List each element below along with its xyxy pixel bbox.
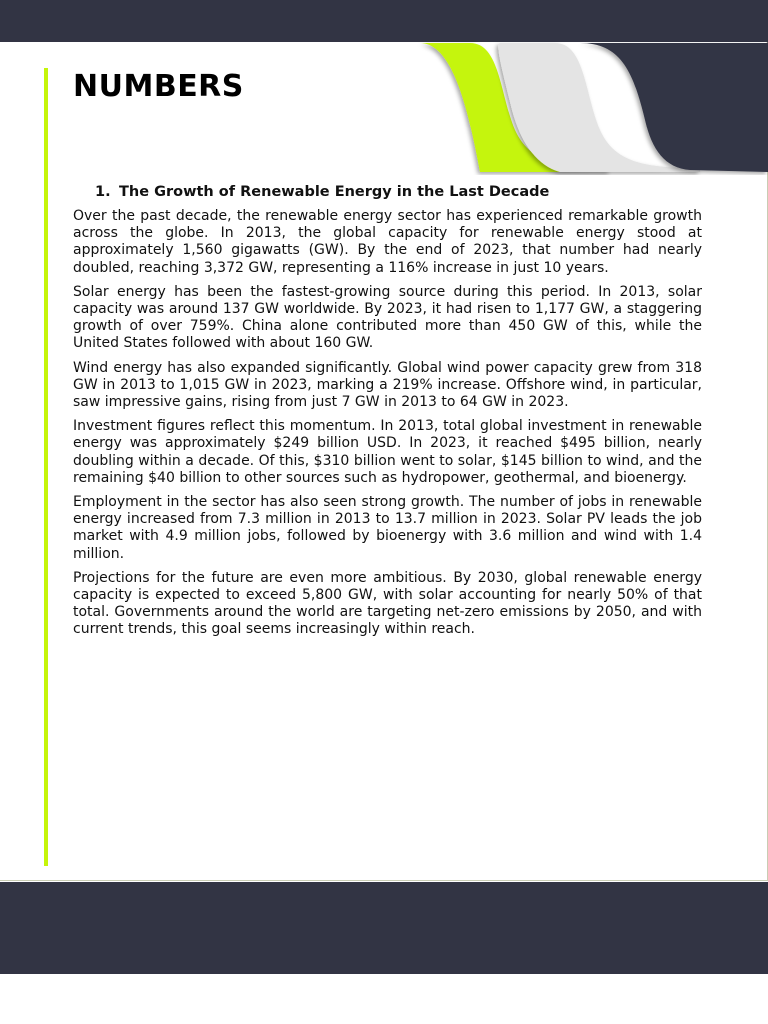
page-title: NUMBERS xyxy=(73,69,244,104)
section-heading-text: The Growth of Renewable Energy in the Last Decade xyxy=(119,184,550,200)
paragraph-investment: Investment figures reflect this momentum. In 2013, total global investment in renewable energy was approximately $249 billion USD. In 2023, it reached $495 billion, nearly doubling within a decade. Of this, $310 billion went to solar, $145 billion to wind, and the remaining $40 billion to other sources such as hydropower, geothermal, and bioenergy. xyxy=(73,418,702,486)
section-heading xyxy=(95,182,702,202)
paragraph-employment: Employment in the sector has also seen strong growth. The number of jobs in renewable energy increased from 7.3 million in 2013 to 13.7 million in 2023. Solar PV leads the job market with 4.9 million jobs, followed by bioenergy with 3.6 million and wind with 1.4 million. xyxy=(73,494,702,562)
paragraph-wind: Wind energy has also expanded significantly. Global wind power capacity grew from 318 GW in 2013 to 1,015 GW in 2023, marking a 219% increase. Offshore wind, in particular, saw impressive gains, rising from just 7 GW in 2013 to 64 GW in 2023. xyxy=(73,359,702,411)
paragraph-solar: Solar energy has been the fastest-growing source during this period. In 2013, solar capacity was around 137 GW worldwide. By 2023, it had risen to 1,177 GW, a staggering growth of over 759%. China alone contributed more than 450 GW of this, while the United States followed with about 160 GW. xyxy=(73,283,702,352)
decorative-wave-shapes xyxy=(400,30,768,175)
bottom-footer-band xyxy=(0,882,768,974)
paragraph-projections: Projections for the future are even more ambitious. By 2030, global renewable energy capacity is expected to exceed 5,800 GW, with solar accounting for nearly 50% of that total. Governments around the world are targeting net-zero emissions by 2050, and with current trends, this goal seems increasingly within reach. xyxy=(73,569,702,638)
left-accent-bar xyxy=(44,68,48,866)
section-number: 1. xyxy=(95,184,111,200)
paragraph-overview: Over the past decade, the renewable energy sector has experienced remarkable growth across the globe. In 2013, the global capacity for renewable energy stood at approximately 1,560 gigawatts (GW). By the end of 2023, that number had nearly doubled, reaching 3,372 GW, representing a 116% increase in just 10 years. xyxy=(73,208,702,276)
document-body xyxy=(73,182,702,646)
